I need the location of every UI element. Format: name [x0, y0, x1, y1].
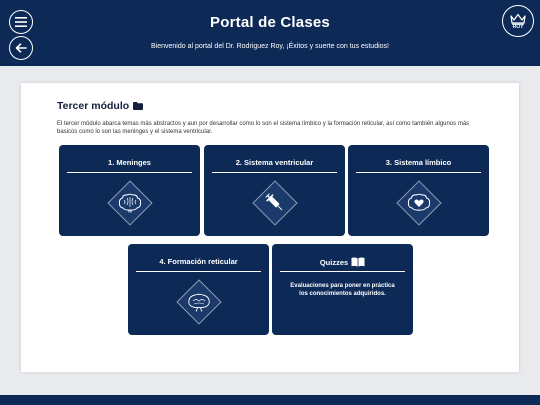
tile-label: 3. Sistema límbico [385, 158, 452, 167]
module-description: El tercer módulo abarca temas más abstractos y aun por desarrollar como lo son el sistema límbico y la formación reticular, así como también algunos más basicos como lo son las meninges y el sistema ventricular. [57, 121, 470, 135]
tile-label: 2. Sistema ventricular [235, 158, 314, 167]
module-heading [57, 100, 143, 112]
tile-label: 4. Formación reticular [159, 257, 238, 266]
brain-outline-icon [187, 292, 211, 312]
tile-quizzes[interactable] [272, 244, 413, 335]
folder-icon [133, 102, 143, 110]
tile-sistema-ventricular[interactable] [204, 145, 345, 236]
footer-bar [0, 395, 540, 405]
tile-sistema-limbico[interactable] [348, 145, 489, 236]
book-icon [351, 257, 365, 267]
quizzes-description: Evaluaciones para poner en práctica los conocimientos adquiridos. [290, 283, 395, 297]
tile-divider [136, 271, 261, 272]
header [0, 0, 540, 66]
tile-meninges[interactable] [59, 145, 200, 236]
quizzes-label: Quizzes [319, 257, 349, 267]
welcome-message: Bienvenido al portal del Dr. Rodriguez Roy, ¡Éxitos y suerte con tus estudios! [151, 43, 389, 50]
tile-formacion-reticular[interactable] [128, 244, 269, 335]
tile-label: 1. Meninges [108, 158, 151, 167]
page-title: Portal de Clases [210, 14, 330, 31]
module-title: Tercer módulo [57, 100, 130, 112]
syringe-icon [264, 192, 286, 214]
brain-icon [118, 193, 142, 213]
tile-divider [212, 172, 337, 173]
tile-divider [356, 172, 481, 173]
brain-heart-icon [407, 193, 431, 213]
logo [502, 5, 534, 37]
tile-divider [67, 172, 192, 173]
logo-text: ROY [512, 23, 524, 30]
tile-label [272, 257, 413, 267]
tile-divider [280, 271, 405, 272]
